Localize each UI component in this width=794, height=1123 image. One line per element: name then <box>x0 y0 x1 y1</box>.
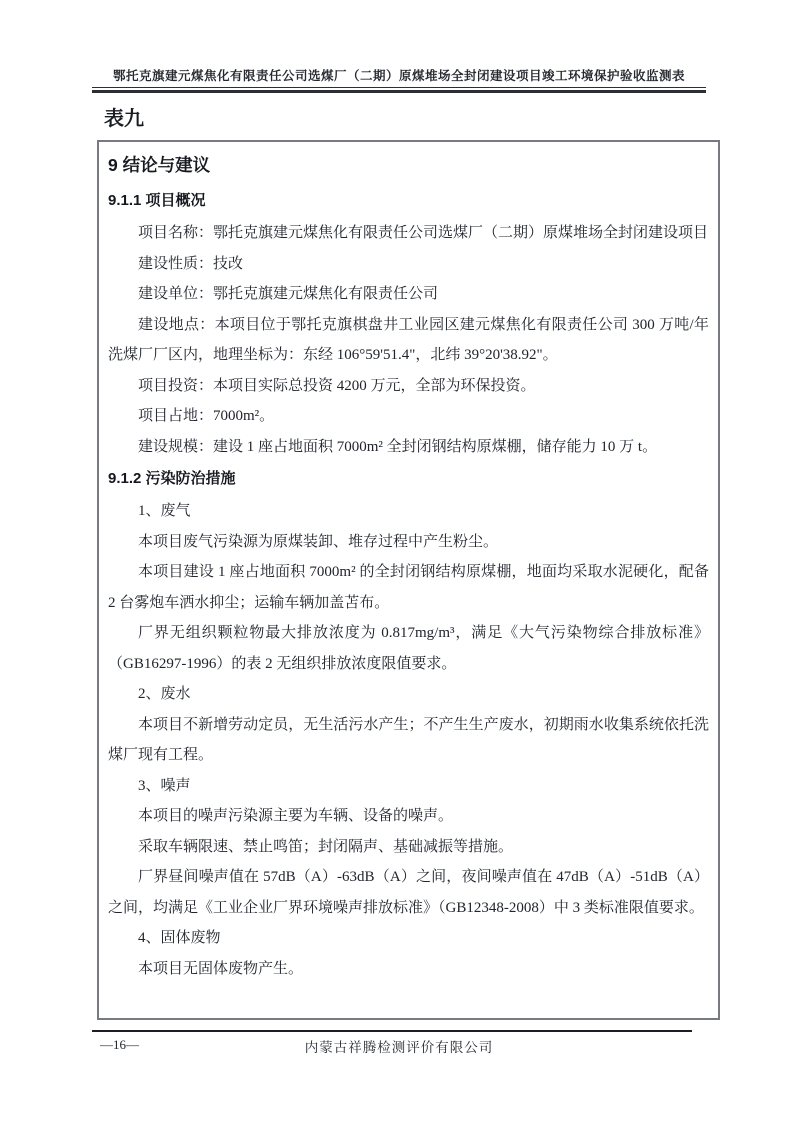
paragraph-construction-unit: 建设单位：鄂托克旗建元煤焦化有限责任公司 <box>138 286 439 302</box>
paragraph-solid-waste-detail: 本项目无固体废物产生。 <box>138 960 304 977</box>
paragraph-item-solid-waste: 4、固体废物 <box>138 930 221 946</box>
paragraph-project-area: 项目占地：7000m²。 <box>138 408 275 424</box>
subsection-heading-pollution-control: 9.1.2 污染防治措施 <box>108 470 236 487</box>
paragraph-construction-location: 建设地点：本项目位于鄂托克旗棋盘井工业园区建元煤焦化有限责任公司 300 万吨/年洗煤厂厂区内，地理坐标为：东经 106°59'51.4"，北纬 39°20'38.92"。 <box>108 316 709 363</box>
paragraph-project-investment: 项目投资：本项目实际总投资 4200 万元，全部为环保投资。 <box>138 377 536 394</box>
paragraph-item-waste-gas: 1、废气 <box>138 503 191 519</box>
footer-page-number: —16— <box>100 1037 139 1052</box>
content-box <box>97 140 720 1020</box>
subsection-heading-project-overview: 9.1.1 项目概况 <box>108 192 206 209</box>
header-double-rule <box>92 87 706 93</box>
paragraph-waste-gas-source: 本项目废气污染源为原煤装卸、堆存过程中产生粉尘。 <box>138 533 499 550</box>
paragraph-waste-water-detail: 本项目不新增劳动定员，无生活污水产生；不产生生产废水，初期雨水收集系统依托洗煤厂现有工程。 <box>108 716 709 763</box>
footer-rule <box>92 1030 692 1032</box>
paragraph-noise-standard: 厂界昼间噪声值在 57dB（A）-63dB（A）之间，夜间噪声值在 47dB（A）-51dB（A）之间，均满足《工业企业厂界环境噪声排放标准》（GB12348-2008）中 3 类标准限值要求。 <box>108 869 709 916</box>
paragraph-noise-source: 本项目的噪声污染源主要为车辆、设备的噪声。 <box>138 808 454 824</box>
paragraph-waste-gas-standard: 厂界无组织颗粒物最大排放浓度为 0.817mg/m³，满足《大气污染物综合排放标准》（GB16297-1996）的表 2 无组织排放浓度限值要求。 <box>108 625 709 672</box>
paragraph-item-noise: 3、噪声 <box>138 777 191 794</box>
paragraph-construction-nature: 建设性质：技改 <box>138 255 244 272</box>
running-header-title: 鄂托克旗建元煤焦化有限责任公司选煤厂（二期）原煤堆场全封闭建设项目竣工环境保护验收监测表 <box>112 69 685 83</box>
table-label: 表九 <box>104 108 144 130</box>
paragraph-construction-scale: 建设规模：建设 1 座占地面积 7000m² 全封闭钢结构原煤棚，储存能力 10 万 t。 <box>138 438 658 455</box>
footer-company-name: 内蒙古祥腾检测评价有限公司 <box>304 1040 494 1055</box>
paragraph-noise-measures: 采取车辆限速、禁止鸣笛；封闭隔声、基础减振等措施。 <box>138 838 514 855</box>
section-heading-conclusions: 9 结论与建议 <box>108 155 211 175</box>
paragraph-item-waste-water: 2、废水 <box>138 686 191 702</box>
paragraph-project-name: 项目名称：鄂托克旗建元煤焦化有限责任公司选煤厂（二期）原煤堆场全封闭建设项目 <box>138 225 709 241</box>
paragraph-waste-gas-measures: 本项目建设 1 座占地面积 7000m² 的全封闭钢结构原煤棚，地面均采取水泥硬化，配备 2 台雾炮车洒水抑尘；运输车辆加盖苫布。 <box>108 564 709 611</box>
